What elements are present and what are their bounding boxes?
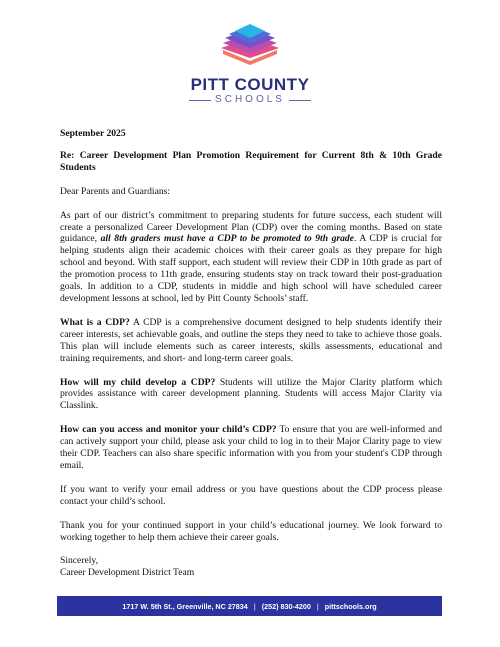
question-heading: What is a CDP?: [60, 316, 130, 328]
signature-block: [60, 555, 442, 579]
footer-separator: |: [253, 601, 256, 611]
question-heading: How can you access and monitor your child’s CDP?: [60, 424, 277, 436]
paragraph-thanks: Thank you for your continued support in your child’s educational journey. We look forward to working together to help them achieve their career goals.: [60, 519, 442, 543]
greeting: Dear Parents and Guardians:: [60, 185, 171, 197]
signer: Career Development District Team: [60, 567, 195, 579]
paragraph-develop-cdp: [60, 377, 442, 413]
paragraph-text: As part of our district’s commitment to preparing students for future success, each student will create a personalized Career Development Plan (CDP) over the coming months. Based on state guidance,: [60, 209, 442, 245]
footer-website-link[interactable]: pittschools.org: [324, 601, 377, 611]
divider: [189, 100, 211, 101]
footer-address: 1717 W. 5th St., Greenville, NC 27834: [122, 601, 248, 611]
paragraph-text: Students will utilize the Major Clarity platform which provides assistance with career development planning. Students will access Major Clarity via Classlink.: [60, 376, 442, 412]
paragraph-text: A CDP is a comprehensive document designed to help students identify their career interests, set achievable goals, and outline the steps they need to take to achieve those goals. This plan will include elements such as career interests, skills assessments, educational and training requirements, and short- and long-term career goals.: [60, 316, 443, 364]
footer-separator: |: [316, 601, 319, 611]
brand-subtitle-text: SCHOOLS: [215, 94, 285, 105]
layered-squares-logo-icon: [205, 24, 295, 74]
letter-date: September 2025: [60, 128, 126, 139]
closing: Sincerely,: [60, 555, 99, 567]
footer-phone: (252) 830-4200: [261, 601, 311, 611]
paragraph-text: To ensure that you are well-informed and can actively support your child, please ask your child to log in to their Major Clarity page to view their CDP. Teachers can also share specific information with you from your student's CDP through email.: [60, 424, 442, 471]
brand-name: PITT COUNTY: [190, 75, 310, 94]
question-heading: How will my child develop a CDP?: [60, 376, 216, 388]
paragraph-what-is-cdp: [60, 317, 442, 365]
brand-subtitle: [0, 94, 500, 106]
district-logo: [0, 24, 500, 106]
paragraph-intro: [60, 210, 442, 305]
letter-subject: Re: Career Development Plan Promotion Requirement for Current 8th & 10th Grade Students: [60, 149, 442, 173]
letter-body: [60, 128, 442, 579]
divider: [289, 100, 311, 101]
footer-bar: [57, 596, 442, 616]
paragraph-verify-email: If you want to verify your email address or you have questions about the CDP process please contact your child’s school.: [60, 483, 442, 507]
emphasis-text: all 8th graders must have a CDP to be promoted to 9th grade: [100, 233, 354, 245]
paragraph-text: . A CDP is crucial for helping students align their academic choices with their career goals as they prepare for high school and beyond. With staff support, each student will review their CDP in 10th grade as part of the promotion process to 11th grade, ensuring students stay on track toward their post-graduation goals. In addition to a CDP, students in middle and high school will have scheduled career development lessons at school, led by Pitt County Schools’ staff.: [60, 233, 442, 304]
paragraph-access-cdp: [60, 424, 442, 472]
